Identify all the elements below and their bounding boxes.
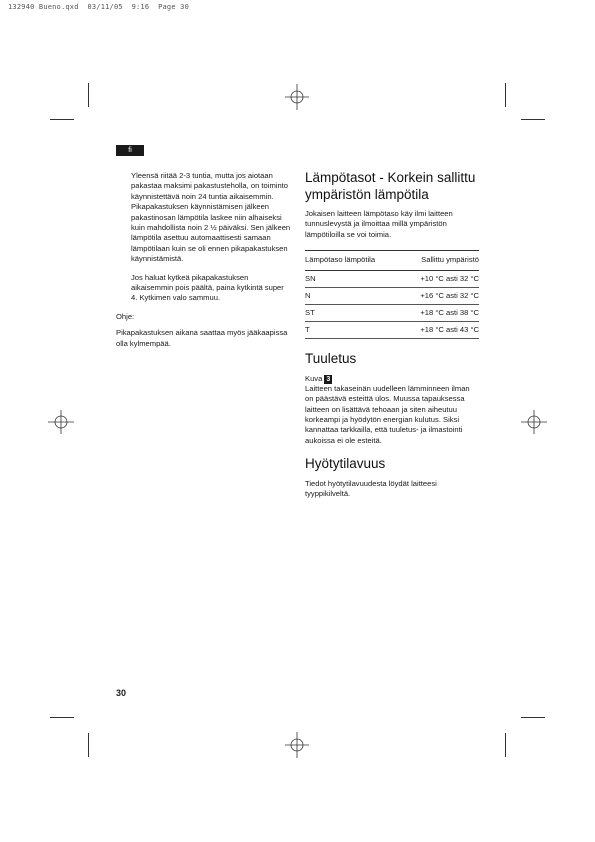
crop-mark: [88, 733, 89, 757]
crop-mark: [88, 83, 89, 107]
paragraph-ventilation: Laitteen takaseinän uudelleen lämminneen ilman on päästävä esteittä ulos. Muussa tapauksessa laitteen on lisättävä tehoaan ja siten aiheutuu korkeampi ja hyödytön energian kulutus. Siksi kannattaa tarkkailla, että tuuletus- ja ilmastointi aukoissa ei ole esteitä.: [305, 383, 470, 445]
paragraph-quick-freeze-duration: Yleensä riitää 2-3 tuntia, mutta jos aiotaan pakastaa maksimi pakastusteholla, on toiminto käynnistettävä noin 24 tuntia aikaisemmin. Pikapakastuksen käynnistämisen jälkeen pakastinosan lämpötila laskee niin alhaiseksi kuin mahdollista noin 2 ½ päiväksi. Sen jälkeen lämpötila asettuu automaattisesti samaan lämpötilaan kuin se oli ennen pikapakastuksen käynnistämistä.: [131, 171, 291, 264]
table-cell-class: ST: [305, 305, 385, 322]
table-row: [305, 271, 479, 288]
table-cell-range: +18 °C asti 38 °C: [385, 305, 479, 322]
right-column: [305, 170, 479, 509]
table-row: [305, 288, 479, 305]
table-cell-class: T: [305, 322, 385, 339]
crop-mark: [50, 717, 74, 718]
table-cell-range: +10 °C asti 32 °C: [385, 271, 479, 288]
crop-mark: [521, 717, 545, 718]
crop-mark: [50, 119, 74, 120]
climate-class-table: [305, 250, 479, 339]
figure-number: 3: [326, 375, 331, 383]
paragraph-climate-class: Jokaisen laitteen lämpötaso käy ilmi laitteen tunnuslevystä ja ilmoittaa millä ympäristön lämpötiloilla se voi toimia.: [305, 209, 453, 239]
print-slug: 132940 Bueno.qxd 03/11/05 9:16 Page 30: [8, 3, 189, 11]
table-row: [305, 305, 479, 322]
crop-mark: [505, 83, 506, 107]
heading-climate-class: Lämpötasot - Korkein sallittu ympäristön lämpötila: [305, 170, 476, 202]
crop-mark: [505, 733, 506, 757]
registration-mark-right: [521, 407, 547, 437]
heading-ventilation: Tuuletus: [305, 351, 357, 367]
table-cell-range: +16 °C asti 32 °C: [385, 288, 479, 305]
table-header-ambient: Sallittu ympäristö: [385, 251, 479, 271]
registration-mark-bottom: [282, 732, 312, 758]
crop-mark: [521, 119, 545, 120]
registration-mark-top: [282, 84, 312, 110]
paragraph-quick-freeze-off: Jos haluat kytkeä pikapakastuksen aikaisemmin pois päältä, paina kytkintä super 4. Kytkimen valo sammuu.: [131, 272, 284, 303]
note-label: Ohje:: [116, 311, 135, 321]
left-column: [116, 171, 291, 357]
registration-mark-left: [48, 407, 74, 437]
table-header-class: Lämpötaso lämpötila: [305, 251, 385, 271]
note-text: Pikapakastuksen aikana saattaa myös jääkaapissa olla kylmempää.: [116, 328, 288, 348]
language-tab: fi: [116, 145, 144, 156]
paragraph-usable-volume: Tiedot hyötytilavuudesta löydät laitteesi tyyppikilveltä.: [305, 478, 437, 499]
table-header-row: [305, 251, 479, 271]
table-cell-class: SN: [305, 271, 385, 288]
table-row: [305, 322, 479, 339]
figure-label: Kuva: [305, 373, 323, 383]
page-number: 30: [116, 688, 127, 698]
figure-reference: [305, 374, 479, 384]
heading-usable-volume: Hyötytilavuus: [305, 456, 386, 472]
table-cell-range: +18 °C asti 43 °C: [385, 322, 479, 339]
table-cell-class: N: [305, 288, 385, 305]
